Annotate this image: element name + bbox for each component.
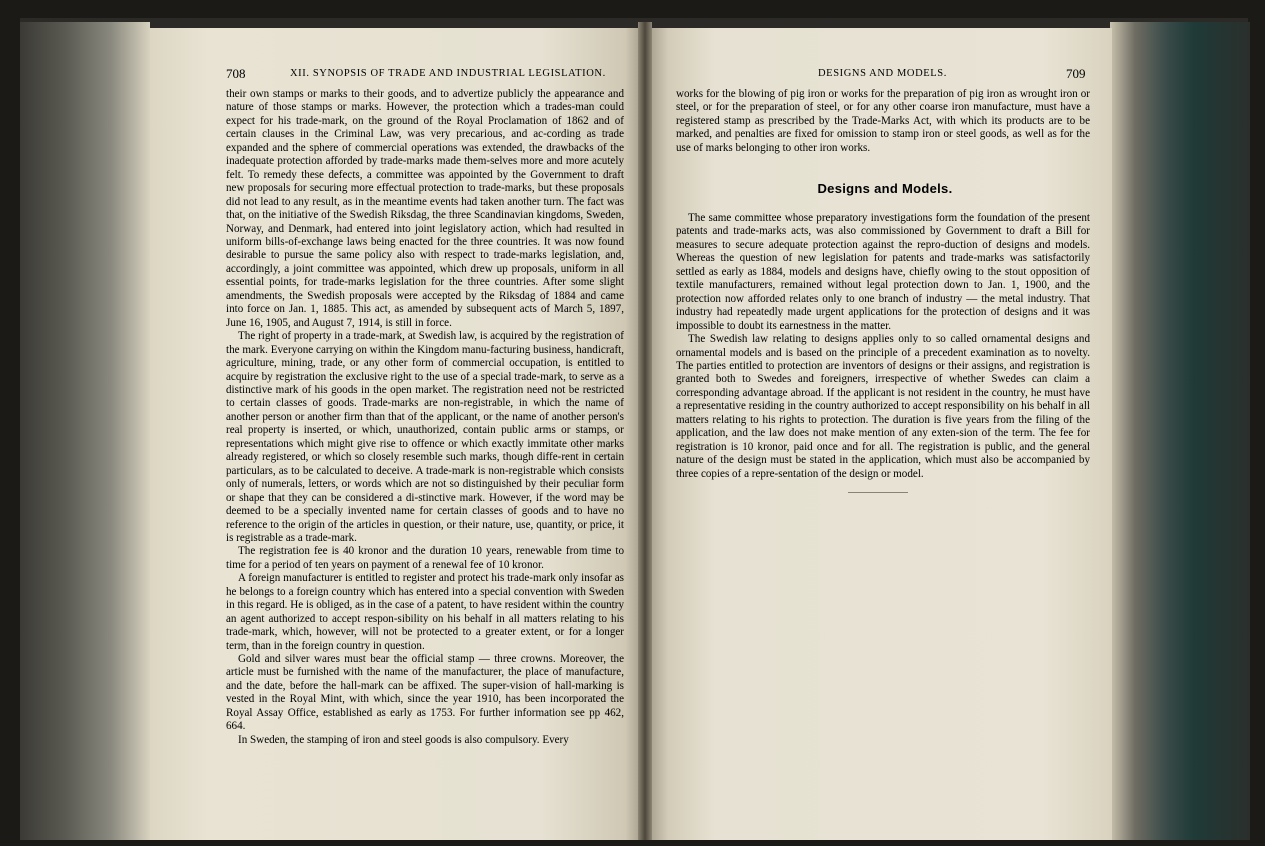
left-page-number: 708 xyxy=(226,66,246,81)
left-paragraph-3: The registration fee is 40 kronor and the duration 10 years, renewable from time to time for a period of ten years on payment of a renewal fee of 10 kronor. xyxy=(226,545,624,571)
right-running-head: DESIGNS AND MODELS. xyxy=(818,68,947,79)
left-paragraph-5: Gold and silver wares must bear the official stamp — three crowns. Moreover, the article must be furnished with the name of the manufacturer, the place of manufacture, and the date, before the hall-mark can be affixed. The super-vision of hall-marking is vested in the Royal Mint, with which, since the year 1910, has been incorporated the Royal Assay Office, established as early as 1753. For further information see pp 462, 664. xyxy=(226,653,624,733)
right-binding-edge xyxy=(1110,22,1250,840)
right-paragraph-2: The Swedish law relating to designs applies only to so called ornamental designs and ornamental models and is based on the principle of a precedent examination as to novelty. The parties entitled to protection are inventors of designs or their assigns, and registration is granted both to Swedes and foreigners, irrespective of whether Swedes can claim a corresponding advantage abroad. If the applicant is not resident in the country, he must have a representative residing in the country authorized to accept responsibility on his behalf in all matters relating to his rights to protection. The duration is five years from the filing of the application, and the law does not make mention of any exten-sion of the term. The fee for registration is 10 kronor, paid once and for all. The registration is public, and the general nature of the design must be stated in the application, which must also be accompanied by three copies of a repre-sentation of the design or model. xyxy=(676,333,1090,480)
left-running-head: XII. SYNOPSIS OF TRADE AND INDUSTRIAL LEGISLATION. xyxy=(290,68,606,79)
left-binding-edge xyxy=(20,22,150,840)
right-page-body xyxy=(676,212,1090,481)
right-page-number: 709 xyxy=(1066,66,1086,81)
left-paragraph-6: In Sweden, the stamping of iron and steel goods is also compulsory. Every xyxy=(238,733,569,746)
right-paragraph-1: The same committee whose preparatory investigations form the foundation of the present patents and trade-marks acts, was also commissioned by Government to draft a Bill for measures to secure adequate protection against the repro-duction of designs and models. Whereas the question of new legislation for patents and trade-marks was satisfactorily settled as early as 1884, models and designs have, chiefly owing to the stout opposition of textile manufacturers, remained without legal protection down to Jan. 1, 1900, and the protection now afforded relates only to one branch of industry — the metal industry. That industry had repeatedly made urgent applications for the protection of designs and it was impossible to doubt its earnestness in the matter. xyxy=(676,212,1090,332)
left-paragraph-4: A foreign manufacturer is entitled to register and protect his trade-mark only insofar as he belongs to a foreign country which has entered into a special convention with Sweden in this regard. He is obliged, as in the case of a patent, to have resident within the country an agent authorized to accept respon-sibility on his behalf in all matters relating to his trade-mark, which, however, will not be protected to a greater extent, or for a longer term, than in the foreign country in question. xyxy=(226,572,624,652)
right-page-intro xyxy=(676,88,1090,155)
book-gutter xyxy=(638,22,652,840)
left-page-body xyxy=(226,88,624,747)
left-paragraph-1: their own stamps or marks to their goods, and to advertize publicly the appearance and nature of those stamps or marks. However, the protection which a trades-man could expect for his trade-mark, on the ground of the Royal Proclamation of 1862 and of certain clauses in the Criminal Law, was very precarious, and ac-cording as trade expanded and the sphere of commercial operations was extended, the drawbacks of the inadequate protection afforded by trade-marks made them-selves more and more acutely felt. To remedy these defects, a committee was appointed by the Government to draft new proposals for securing more effectual protection to trade-marks, but these proposals did not lead to any result, as in the meantime events had taken another turn. The fact was that, on the initiative of the Swedish Riksdag, the three Scandinavian kingdoms, Sweden, Norway, and Denmark, had entered into joint legislatory action, which had resulted in uniform bills-of-exchange laws being enacted for the three countries. It was now found desirable to pursue the same policy also with respect to trade-marks legislation, and, accordingly, a joint committee was appointed, which drew up proposals, uniform in all essential points, for trade-marks legislation for the three countries. After some slight amendments, the Swedish proposals were accepted by the Riksdag of 1884 and came into force on Jan. 1, 1885. This act, as amended by subsequent acts of March 5, 1897, June 16, 1905, and August 7, 1914, is still in force. xyxy=(226,88,624,329)
left-paragraph-2: The right of property in a trade-mark, at Swedish law, is acquired by the registration of the mark. Everyone carrying on within the Kingdom manu-facturing business, handicraft, agriculture, mining, trade, or any other form of commercial occupation, is entitled to acquire by registration the exclusive right to the use of a special trade-mark, to serve as a distinctive mark of his goods in the open market. The registration need not be restricted to certain classes of goods. Trade-marks are non-registrable, in which the name of another person or another firm than that of the applicant, or the name of another person's real property is inserted, or which, unauthorized, contain public arms or stamps, or representations which might give rise to offence or which exactly immitate other marks already registered, or which so closely resemble such marks, though diffe-rent in certain particulars, as to be calculated to deceive. A trade-mark is non-registrable which consists only of numerals, letters, or words which are not so distinguished by their peculiar form or shape that they can be considered a di-stinctive mark. However, if the word may be deemed to be a specially invented name for certain classes of goods and to have no reference to the origin of the articles in question, or their nature, use, quantity, or price, it is registrable as a trade-mark. xyxy=(226,330,624,544)
right-intro-paragraph: works for the blowing of pig iron or works for the preparation of pig iron as wrought iron or steel, or for the preparation of steel, or for any other coarse iron manufacture, must have a registered stamp as prescribed by the Trade-Marks Act, with which its products are to be marked, and penalties are fixed for omission to stamp iron or steel goods, as well as for the use of marks belonging to other iron works. xyxy=(676,88,1090,154)
closing-rule xyxy=(848,492,908,493)
section-heading: Designs and Models. xyxy=(817,181,953,196)
